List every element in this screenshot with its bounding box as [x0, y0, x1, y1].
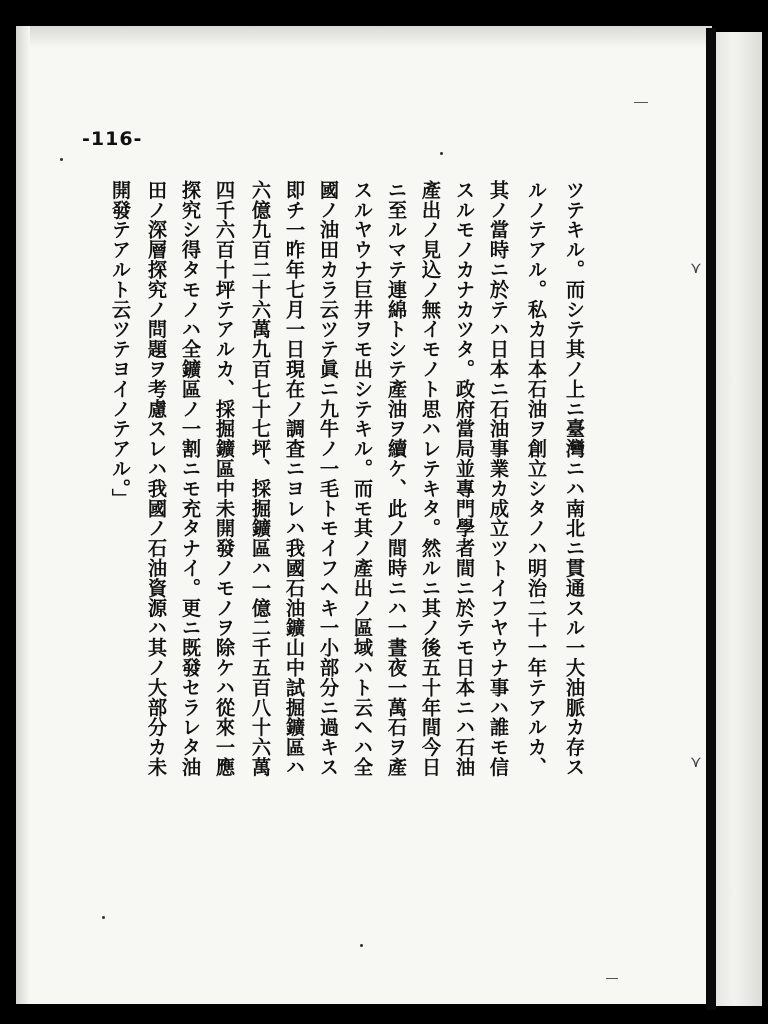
scan-speck — [360, 944, 363, 947]
text-column-8: 國ノ油田カラ云ツテ眞ニ九牛ノ一毛トモイフヘキ一小部分ニ過キス — [317, 180, 340, 777]
margin-scribble-mark: ⋎ — [690, 752, 702, 771]
facing-page-edge — [716, 32, 762, 1006]
text-column-6: ニ至ルマテ連綿トシテ產油ヲ續ケ、此ノ間時ニハ一晝夜一萬石ヲ產 — [385, 180, 408, 777]
page-top-shading — [16, 26, 712, 48]
scan-speck — [60, 158, 63, 161]
scan-speck — [440, 152, 443, 155]
text-column-11: 四千六百十坪テアルカ、採掘鑛區中未開發ノモノヲ除ケハ從來一應 — [213, 180, 236, 777]
scan-dash-mark — [634, 102, 648, 103]
text-column-4: スルモノカナカツタ。政府當局並專門學者間ニ於テモ日本ニハ石油 — [453, 180, 476, 777]
text-column-10: 六億九百二十六萬九百七十七坪、採掘鑛區ハ一億二千五百八十六萬 — [249, 180, 272, 777]
text-column-9: 即チ一昨年七月一日現在ノ調査ニヨレハ我國石油鑛山中試掘鑛區ハ — [283, 180, 306, 777]
text-column-3: 其ノ當時ニ於テハ日本ニ石油事業カ成立ツトイフヤウナ事ハ誰モ信 — [487, 180, 510, 777]
text-column-7: スルヤウナ巨井ヲモ出シテキル。而モ其ノ產出ノ區域ハト云ヘハ全 — [351, 180, 374, 777]
text-column-14: 開發テアルト云ツテヨイノテアル。」 — [109, 180, 132, 509]
text-column-12: 探究シ得タモノハ全鑛區ノ一割ニモ充タナイ。更ニ既發セラレタ油 — [179, 180, 202, 777]
binding-gutter — [706, 28, 716, 1010]
text-column-1: ツテキル。而シテ其ノ上ニ臺灣ニハ南北ニ貫通スル一大油脈カ存ス — [563, 180, 586, 777]
text-column-2: ルノテアル。私カ日本石油ヲ創立シタノハ明治二十一年テアルカ、 — [525, 180, 548, 777]
text-column-13: 田ノ深層探究ノ問題ヲ考慮スレハ我國ノ石油資源ハ其ノ大部分カ未 — [145, 180, 168, 777]
page-number: -116- — [82, 128, 143, 150]
scan-dash-mark — [606, 978, 618, 979]
page-left-shading — [16, 26, 30, 1004]
text-column-5: 產出ノ見込ノ無イモノト思ハレテキタ。然ルニ其ノ後五十年間今日 — [419, 180, 442, 777]
margin-scribble-mark: ⋎ — [690, 258, 702, 277]
scan-speck — [102, 916, 105, 919]
